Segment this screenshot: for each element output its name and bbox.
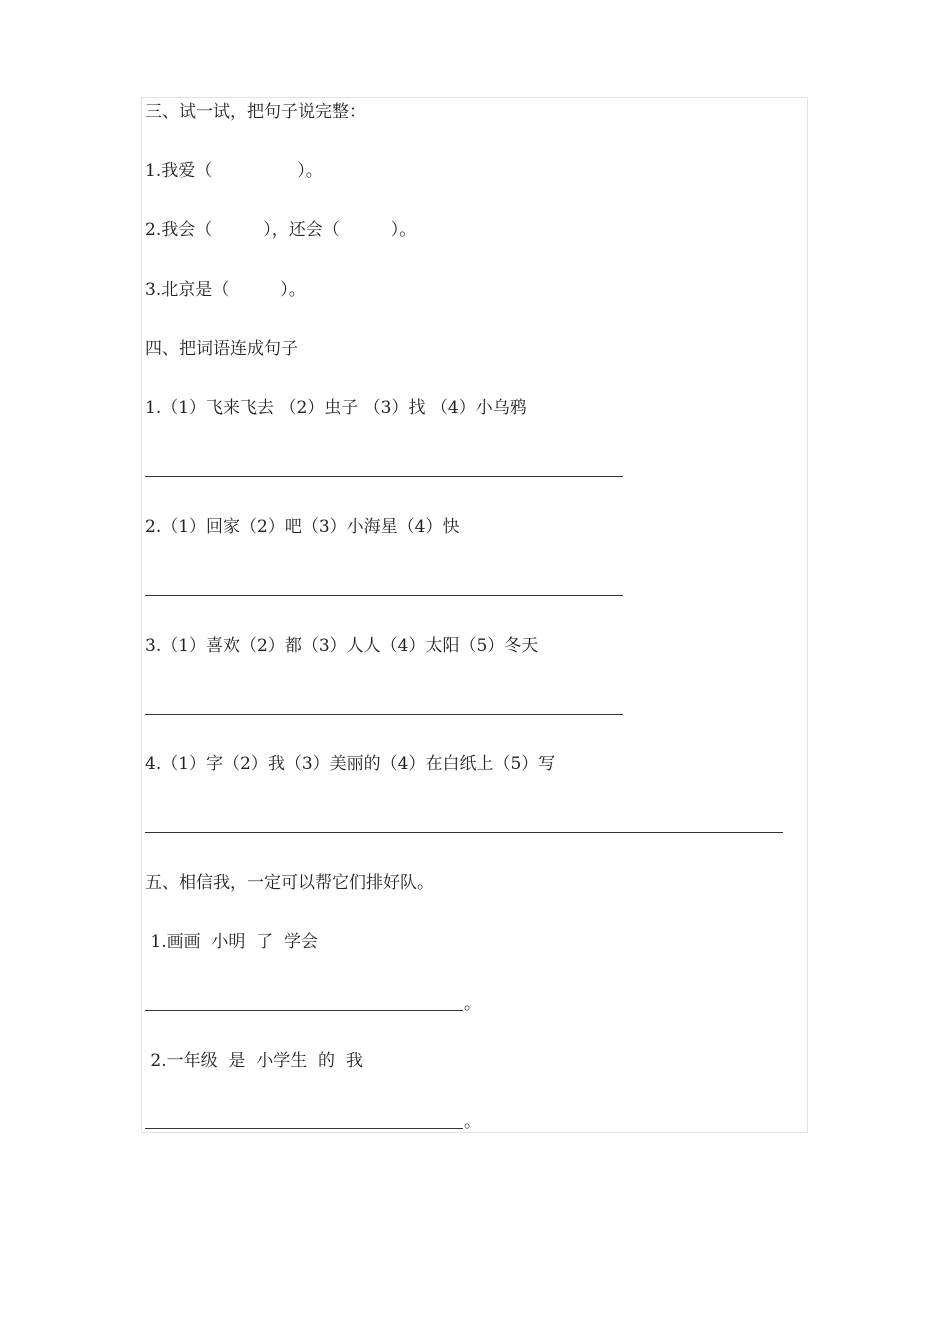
section-3-question-1: 1.我爱（ ）。 (145, 161, 323, 181)
section-3-question-2: 2.我会（ ），还会（ ）。 (145, 220, 417, 240)
section-4-question-4: 4.（1）字（2）我（3）美丽的（4）在白纸上（5）写 (145, 754, 556, 774)
section-4-question-2: 2.（1）回家（2）吧（3）小海星（4）快 (145, 517, 460, 537)
section-5-question-2: 2.一年级 是 小学生 的 我 (145, 1051, 363, 1071)
answer-period-5-1: 。 (464, 994, 481, 1014)
section-5-heading: 五、相信我，一定可以帮它们排好队。 (145, 873, 434, 893)
answer-line-4-1 (145, 476, 623, 477)
answer-line-4-4 (145, 832, 783, 833)
answer-line-4-3 (145, 714, 623, 715)
section-3-question-3: 3.北京是（ ）。 (145, 280, 306, 300)
answer-line-5-1 (145, 1010, 463, 1011)
section-5-question-1: 1.画画 小明 了 学会 (145, 932, 319, 952)
section-4-question-1: 1.（1）飞来飞去 （2）虫子 （3）找 （4）小乌鸦 (145, 398, 527, 418)
answer-line-4-2 (145, 595, 623, 596)
section-4-question-3: 3.（1）喜欢（2）都（3）人人（4）太阳（5）冬天 (145, 636, 539, 656)
section-3-heading: 三、试一试，把句子说完整： (145, 102, 366, 122)
section-4-heading: 四、把词语连成句子 (145, 339, 298, 359)
answer-line-5-2 (145, 1128, 463, 1129)
answer-period-5-2: 。 (464, 1112, 481, 1132)
worksheet-frame (141, 97, 808, 1133)
